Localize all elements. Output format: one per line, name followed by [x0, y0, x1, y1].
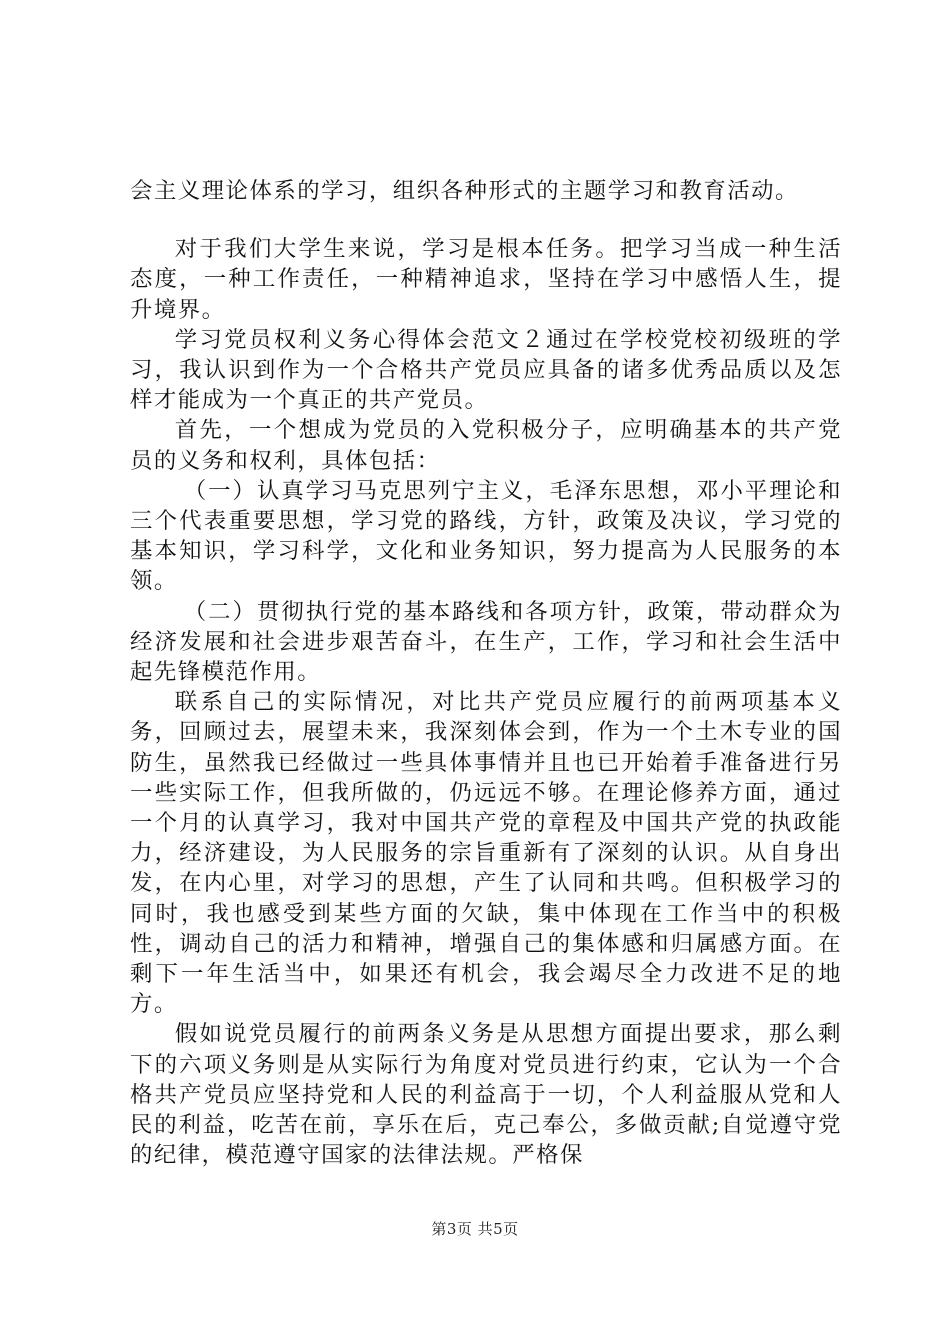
paragraph-continuation: 会主义理论体系的学习，组织各种形式的主题学习和教育活动。: [130, 178, 799, 204]
paragraph-gap: [130, 206, 842, 234]
paragraph-self-reflection: 联系自己的实际情况，对比共产党员应履行的前两项基本义务，回顾过去，展望未来，我深刻体会到，作为一个土木专业的国防生，虽然我已经做过一些具体事情并且也已开始着手准备进行另一些实际工作，但我所做的，仍远远不够。在理论修养方面，通过一个月的认真学习，我对中国共产党的章程及中国共产党的执政能力，经济建设，为人民服务的宗旨重新有了深刻的认识。从自身出发，在内心里，对学习的思想，产生了认同和共鸣。但积极学习的同时，我也感受到某些方面的欠缺，集中体现在工作当中的积极性，调动自己的活力和精神，增强自己的集体感和归属感方面。在剩下一年生活当中，如果还有机会，我会竭尽全力改进不足的地方。: [130, 689, 842, 1018]
document-body: [130, 176, 842, 1171]
paragraph-study-attitude: 对于我们大学生来说，学习是根本任务。把学习当成一种生活态度，一种工作责任，一种精神追求，坚持在学习中感悟人生，提升境界。: [130, 236, 842, 323]
paragraph-first-duties: 首先，一个想成为党员的入党积极分子，应明确基本的共产党员的义务和权利，具体包括：: [130, 417, 842, 474]
page-number-footer: 第3页 共5页: [431, 1220, 519, 1238]
list-item-duty-1: （一）认真学习马克思列宁主义，毛泽东思想，邓小平理论和三个代表重要思想，学习党的路线，方针，政策及决议，学习党的基本知识，学习科学，文化和业务知识，努力提高为人民服务的本领。: [130, 477, 842, 595]
paragraph-remaining-duties: 假如说党员履行的前两条义务是从思想方面提出要求，那么剩下的六项义务则是从实际行为角度对党员进行约束，它认为一个合格共产党员应坚持党和人民的利益高于一切，个人利益服从党和人民的利益，吃苦在前，享乐在后，克己奉公，多做贡献;自觉遵守党的纪律，模范遵守国家的法律法规。严格保: [130, 1021, 842, 1169]
list-item-duty-2: （二）贯彻执行党的基本路线和各项方针，政策，带动群众为经济发展和社会进步艰苦奋斗，在生产，工作，学习和社会生活中起先锋模范作用。: [130, 598, 842, 686]
paragraph-sample-intro: 学习党员权利义务心得体会范文２通过在学校党校初级班的学习，我认识到作为一个合格共产党员应具备的诸多优秀品质以及怎样才能成为一个真正的共产党员。: [130, 326, 842, 414]
